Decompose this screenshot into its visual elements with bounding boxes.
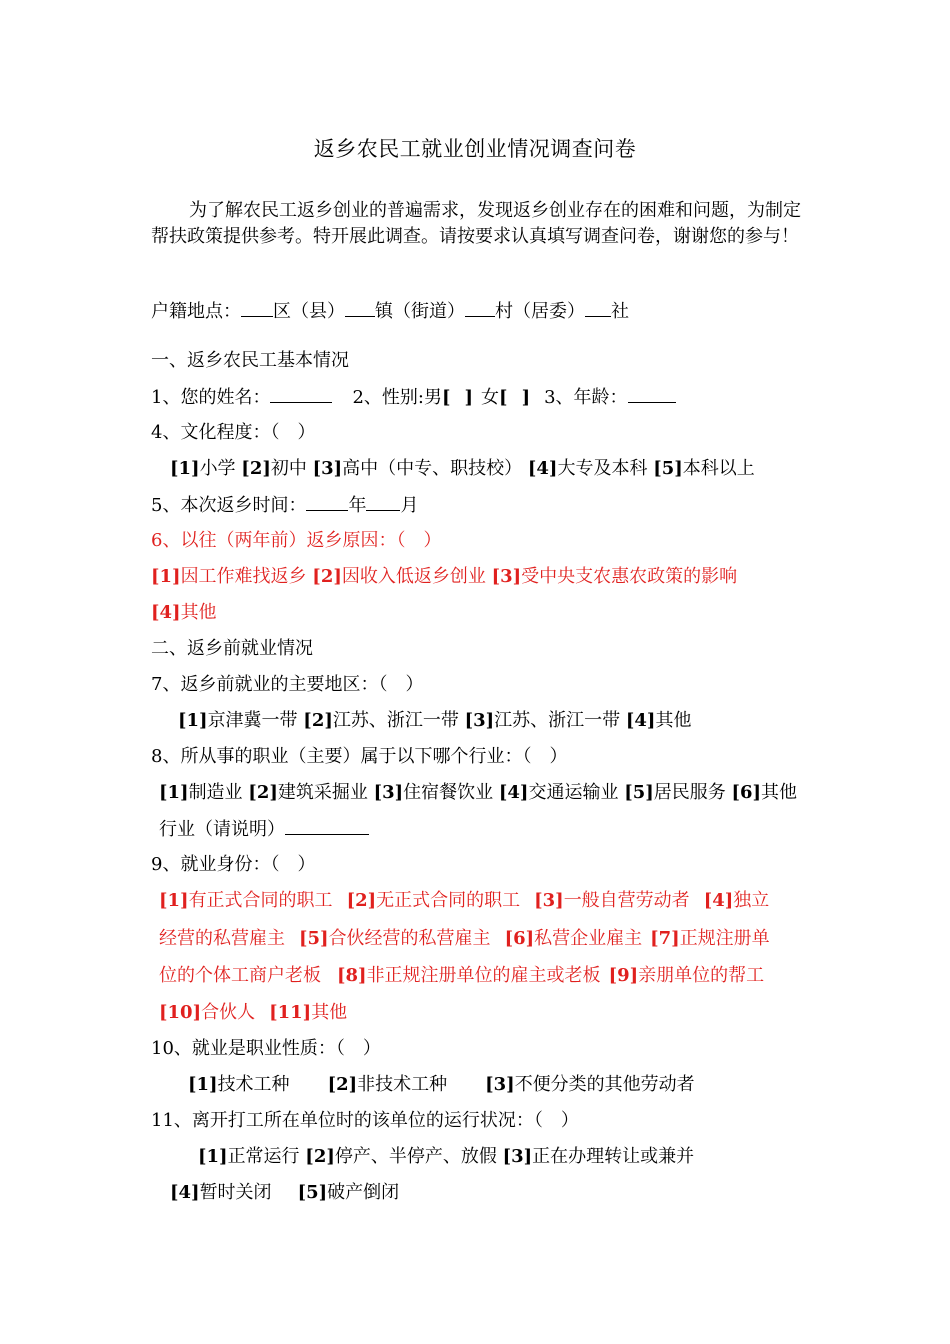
q11-option[interactable]: [3]正在办理转让或兼并 xyxy=(502,1146,695,1167)
household-location xyxy=(151,298,629,325)
q9-options-row-3 xyxy=(159,963,764,989)
q11-option[interactable]: [4]暂时关闭 xyxy=(170,1182,272,1203)
q9-option[interactable]: [10]合伙人 xyxy=(159,1002,256,1023)
q2-label: 2、性别: xyxy=(352,387,424,408)
q11-option[interactable]: [2]停产、半停产、放假 xyxy=(305,1146,497,1167)
q8-option[interactable]: [1]制造业 xyxy=(159,782,243,803)
year-blank[interactable] xyxy=(306,492,348,511)
question-5 xyxy=(151,492,418,519)
year-label: 年 xyxy=(348,495,367,516)
q6-option[interactable]: [4]其他 xyxy=(151,602,217,623)
q9-option[interactable]: [2]无正式合同的职工 xyxy=(346,890,521,911)
q9-option[interactable]: [4]独立 xyxy=(703,890,770,911)
q1-label: 1、您的姓名： xyxy=(151,387,271,408)
q7-option[interactable]: [2]江苏、浙江一带 xyxy=(303,710,459,731)
age-blank[interactable] xyxy=(628,384,676,403)
q5-label: 5、本次返乡时间： xyxy=(151,495,307,516)
q6-option[interactable]: [1]因工作难找返乡 xyxy=(151,566,307,587)
q9-option-7-part-1: 正规注册单 xyxy=(679,928,770,949)
q9-option-4-part-2: 经营的私营雇主 xyxy=(159,928,285,949)
q7-options xyxy=(178,708,691,734)
question-1-3 xyxy=(151,384,676,411)
q10-option[interactable]: [2]非技术工种 xyxy=(327,1074,448,1095)
group-label: 社 xyxy=(611,301,629,322)
q8-option[interactable]: [5]居民服务 xyxy=(624,782,726,803)
district-blank[interactable] xyxy=(241,298,273,317)
page-title: 返乡农民工就业创业情况调查问卷 xyxy=(313,137,637,161)
q11-options-row-2 xyxy=(170,1180,399,1206)
q11-options-row-1 xyxy=(198,1144,694,1170)
district-label: 区（县） xyxy=(273,301,345,322)
q9-options-row-1 xyxy=(159,888,769,914)
q6-option[interactable]: [3]受中央支农惠农政策的影响 xyxy=(491,566,738,587)
q9-option[interactable]: [1]有正式合同的职工 xyxy=(159,890,333,911)
question-8: 8、所从事的职业（主要）属于以下哪个行业：（ ） xyxy=(151,746,568,767)
question-7: 7、返乡前就业的主要地区：（ ） xyxy=(151,674,424,695)
q10-option[interactable]: [1]技术工种 xyxy=(188,1074,290,1095)
name-blank[interactable] xyxy=(270,384,332,403)
q7-option[interactable]: [1]京津冀一带 xyxy=(178,710,298,731)
q4-options xyxy=(170,456,755,482)
female-bracket-open: [ xyxy=(499,387,508,408)
q6-options-row-1 xyxy=(151,564,737,590)
q9-option[interactable]: [9]亲朋单位的帮工 xyxy=(608,965,765,986)
q6-option[interactable]: [2]因收入低返乡创业 xyxy=(312,566,486,587)
q9-options-row-4 xyxy=(159,1000,347,1026)
q9-option-4-part-1: 独立 xyxy=(733,890,770,911)
question-4: 4、文化程度：（ ） xyxy=(151,422,316,443)
q4-option[interactable]: [5]本科以上 xyxy=(653,458,755,479)
gender-male-label: 男 xyxy=(423,387,442,408)
village-label: 村（居委） xyxy=(495,301,585,322)
q4-option[interactable]: [4]大专及本科 xyxy=(527,458,648,479)
gender-female-label: 女 xyxy=(481,387,500,408)
question-9: 9、就业身份：（ ） xyxy=(151,854,316,875)
q9-option[interactable]: [6]私营企业雇主 xyxy=(504,928,643,949)
intro-paragraph: 为了解农民工返乡创业的普遍需求，发现返乡创业存在的困难和问题，为制定帮扶政策提供参考。特开展此调查。请按要求认真填写调查问卷，谢谢您的参与！ xyxy=(151,200,801,247)
question-6: 6、以往（两年前）返乡原因：（ ） xyxy=(151,530,442,551)
month-blank[interactable] xyxy=(366,492,400,511)
month-label: 月 xyxy=(400,495,419,516)
q10-option[interactable]: [3]不便分类的其他劳动者 xyxy=(485,1074,695,1095)
male-bracket-open: [ xyxy=(441,387,451,408)
q3-label: 3、年龄： xyxy=(544,387,628,408)
q9-option[interactable]: [11]其他 xyxy=(269,1002,348,1023)
male-bracket-close: ] xyxy=(464,387,474,408)
q9-option-7-part-2: 位的个体工商户老板 xyxy=(159,965,321,986)
q10-options xyxy=(188,1072,695,1098)
q9-option[interactable]: [8]非正规注册单位的雇主或老板 xyxy=(337,965,601,986)
household-label: 户籍地点： xyxy=(151,301,241,322)
q8-option[interactable]: [2]建筑采掘业 xyxy=(248,782,368,803)
q4-option[interactable]: [3]高中（中专、职技校） xyxy=(312,458,523,479)
q8-options-row-2 xyxy=(159,816,369,843)
q8-option[interactable]: [6]其他 xyxy=(731,782,798,803)
section-heading-2: 二、返乡前就业情况 xyxy=(151,638,313,659)
q4-option[interactable]: [1]小学 xyxy=(170,458,236,479)
q8-option[interactable]: [4]交通运输业 xyxy=(498,782,619,803)
q9-option[interactable]: [3]一般自营劳动者 xyxy=(534,890,690,911)
question-11: 11、离开打工所在单位时的该单位的运行状况：（ ） xyxy=(151,1110,579,1131)
section-heading-1: 一、返乡农民工基本情况 xyxy=(151,350,349,371)
q8-other-label: 行业（请说明） xyxy=(159,819,285,840)
q7-option[interactable]: [4]其他 xyxy=(625,710,692,731)
q9-option[interactable]: [7]正规注册单 xyxy=(650,928,770,949)
town-label: 镇（街道） xyxy=(375,301,465,322)
question-10: 10、就业是职业性质：（ ） xyxy=(151,1038,381,1059)
q7-option[interactable]: [3]江苏、浙江一带 xyxy=(464,710,621,731)
town-blank[interactable] xyxy=(345,298,375,317)
female-bracket-close: ] xyxy=(521,387,531,408)
q6-options-row-2 xyxy=(151,600,217,626)
industry-other-blank[interactable] xyxy=(285,816,369,835)
q8-option[interactable]: [3]住宿餐饮业 xyxy=(373,782,494,803)
q9-options-row-2 xyxy=(159,926,770,952)
q11-option[interactable]: [5]破产倒闭 xyxy=(297,1182,400,1203)
q9-option[interactable]: [5]合伙经营的私营雇主 xyxy=(299,928,491,949)
q11-option[interactable]: [1]正常运行 xyxy=(198,1146,300,1167)
group-blank[interactable] xyxy=(585,298,611,317)
q8-options-row-1 xyxy=(159,780,797,806)
q4-option[interactable]: [2]初中 xyxy=(241,458,307,479)
village-blank[interactable] xyxy=(465,298,495,317)
